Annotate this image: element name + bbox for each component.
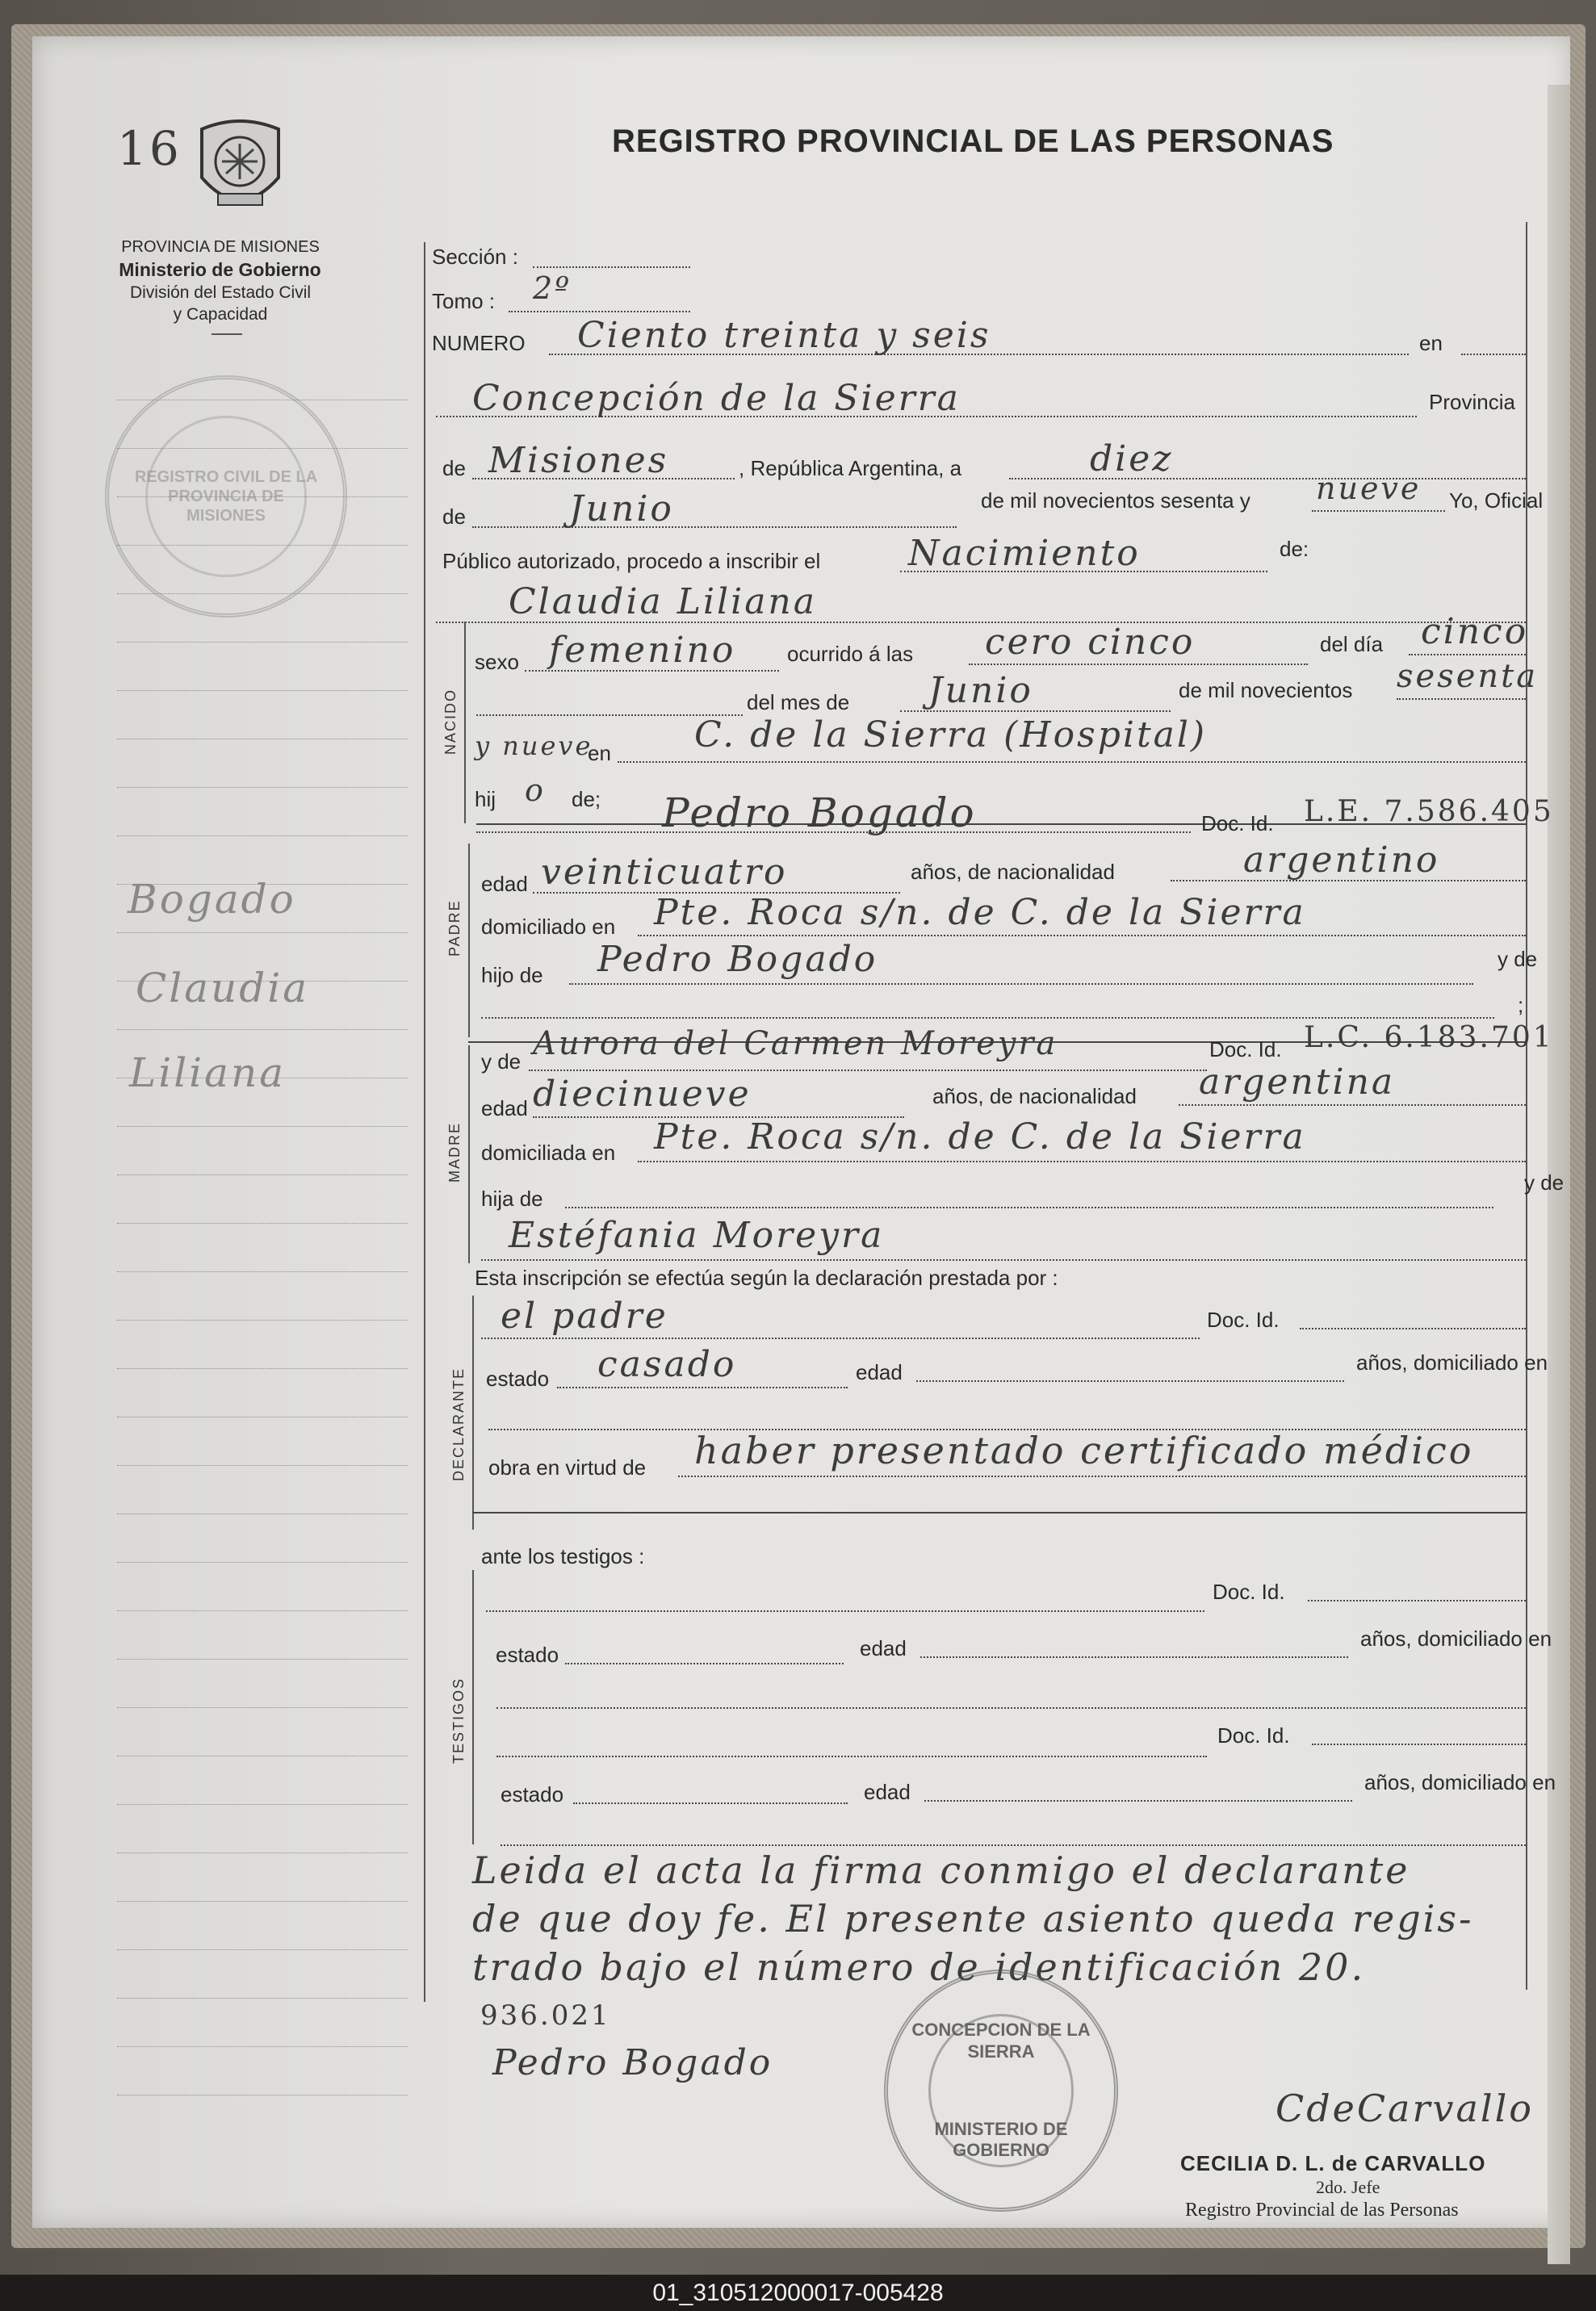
form-right-border (1526, 222, 1527, 1990)
label-ocurrido: ocurrido á las (787, 642, 914, 666)
closing-note-4: 936.021 (480, 1999, 611, 2032)
closing-note-1: Leida el acta la firma conmigo el declarante (472, 1848, 1410, 1892)
province-emblem-icon (194, 113, 287, 222)
side-label-declarante: DECLARANTE (450, 1367, 467, 1481)
value-madre-nombre: Aurora del Carmen Moreyra (533, 1025, 1058, 1062)
registry-stamp-left: REGISTRO CIVIL DE LA PROVINCIA DE MISIONES (105, 375, 347, 618)
label-nac-padre: años, de nacionalidad (911, 860, 1115, 884)
label-nac-madre: años, de nacionalidad (932, 1084, 1137, 1108)
value-dia: diez (1090, 438, 1174, 479)
officer-office: Registro Provincial de las Personas (1185, 2200, 1459, 2221)
value-madre-domicilio: Pte. Roca s/n. de C. de la Sierra (654, 1116, 1306, 1158)
value-sexo: femenino (549, 630, 736, 671)
label-doc-id-decl: Doc. Id. (1207, 1308, 1280, 1332)
value-madre-edad: diecinueve (533, 1074, 752, 1115)
label-y-de-madre: y de (481, 1049, 522, 1074)
value-nombre: Claudia Liliana (509, 581, 818, 622)
label-edad-madre: edad (481, 1096, 528, 1120)
label-numero: NUMERO (432, 331, 526, 355)
certificate-page (32, 36, 1570, 2228)
value-lugar-nac: C. de la Sierra (Hospital) (694, 714, 1208, 756)
value-hora: cero cinco (985, 622, 1196, 663)
value-dia-nac: cinco (1421, 611, 1529, 652)
label-y-de: y de (1498, 947, 1538, 971)
value-anio: nueve (1316, 471, 1422, 506)
label-en-nac: en (588, 741, 611, 765)
closing-note-3: trado bajo el número de identificación 20. (472, 1945, 1366, 1989)
side-second-name: Liliana (129, 1049, 286, 1096)
value-mes-nac: Junio (928, 670, 1033, 711)
label-inscripcion: Esta inscripción se efectúa según la declaración prestada por : (475, 1266, 1058, 1290)
label-de-2: de (442, 504, 466, 529)
value-madre-madre: Estéfania Moreyra (509, 1215, 885, 1256)
header-division: División del Estado Civil (129, 283, 312, 302)
side-surname: Bogado (128, 876, 296, 923)
label-edad-decl: edad (856, 1360, 903, 1384)
form-left-border (424, 242, 425, 2002)
side-label-nacido: NACIDO (442, 688, 459, 755)
label-doc-id-madre: Doc. Id. (1209, 1037, 1282, 1061)
value-tomo: 2º (533, 270, 572, 306)
value-padre-padre: Pedro Bogado (597, 939, 878, 980)
value-lugar: Concepción de la Sierra (472, 378, 961, 419)
label-mil-novecientos: de mil novecientos sesenta y (981, 488, 1250, 513)
label-provincia: Provincia (1429, 390, 1515, 414)
value-hijo-suffix: o (525, 772, 546, 808)
side-label-testigos: TESTIGOS (450, 1677, 467, 1764)
stamp-bottom-text: MINISTERIO DE GOBIERNO (934, 2119, 1068, 2161)
label-doc-id-t1: Doc. Id. (1213, 1580, 1285, 1604)
label-y-de-2: y de (1524, 1170, 1565, 1195)
label-hij: hij (475, 787, 496, 811)
label-del-dia: del día (1320, 632, 1384, 656)
label-del-mes: del mes de (747, 690, 850, 714)
label-edad-t1: edad (860, 1636, 907, 1660)
officer-name: CECILIA D. L. de CARVALLO (1180, 2151, 1486, 2175)
value-padre-domicilio: Pte. Roca s/n. de C. de la Sierra (654, 892, 1306, 933)
officer-signature: CdeCarvallo (1276, 2087, 1535, 2130)
value-padre-doc: L.E. 7.586.405 (1304, 795, 1554, 828)
header-ministry: Ministerio de Gobierno (119, 259, 321, 280)
label-de-colon: de: (1280, 537, 1309, 561)
value-anio-nac: sesenta (1397, 658, 1539, 695)
label-anos-dom-decl: años, domiciliado en (1356, 1350, 1548, 1375)
label-de: de (442, 456, 466, 480)
declarant-signature: Pedro Bogado (492, 2042, 773, 2083)
label-de-semicolon: de; (572, 787, 601, 811)
label-hija-de: hija de (481, 1187, 543, 1211)
closing-note-2: de que doy fe. El presente asiento queda regis- (472, 1897, 1474, 1940)
label-republica: , República Argentina, a (739, 456, 962, 480)
header-province: PROVINCIA DE MISIONES (121, 238, 320, 256)
label-edad-padre: edad (481, 872, 528, 896)
label-semicolon: ; (1518, 993, 1524, 1017)
label-doc-id-padre: Doc. Id. (1201, 811, 1274, 835)
label-en: en (1419, 331, 1443, 355)
page-number: 16 (117, 121, 182, 176)
label-estado-t2: estado (501, 1782, 564, 1807)
value-padre-edad: veinticuatro (541, 852, 788, 893)
madre-border (468, 1045, 470, 1263)
padre-border (468, 844, 470, 1037)
label-dom-madre: domiciliada en (481, 1141, 616, 1165)
side-first-name: Claudia (136, 965, 310, 1011)
side-label-padre: PADRE (446, 899, 463, 957)
header-divider (212, 333, 242, 335)
label-publico: Público autorizado, procedo a inscribir el (442, 549, 821, 573)
label-tomo: Tomo : (432, 289, 496, 313)
value-anio-nac-2: y nueve (475, 731, 593, 761)
label-edad-t2: edad (864, 1780, 911, 1804)
testigos-border (472, 1570, 474, 1844)
value-madre-doc: L.C. 6.183.701 (1304, 1021, 1554, 1054)
label-dom-padre: domiciliado en (481, 915, 616, 939)
value-numero: Ciento treinta y seis (577, 315, 991, 356)
label-estado-t1: estado (496, 1643, 559, 1667)
label-seccion: Sección : (432, 245, 518, 269)
value-madre-nac: argentina (1199, 1061, 1396, 1103)
page-title: REGISTRO PROVINCIAL DE LAS PERSONAS (612, 124, 1334, 159)
label-mil-nov: de mil novecientos (1179, 678, 1353, 702)
value-obra: haber presentado certificado médico (694, 1429, 1474, 1472)
label-anos-dom-t1: años, domiciliado en (1360, 1626, 1552, 1651)
nacido-border (464, 622, 466, 823)
declarante-border (472, 1296, 474, 1530)
value-acto: Nacimiento (908, 533, 1141, 574)
value-mes: Junio (569, 488, 674, 530)
label-sexo: sexo (475, 650, 519, 674)
value-padre-nac: argentino (1243, 839, 1440, 881)
label-hijo-de: hijo de (481, 963, 543, 987)
image-caption: 01_310512000017-005428 (0, 2275, 1596, 2311)
official-stamp (884, 1970, 1118, 2212)
side-label-madre: MADRE (446, 1121, 463, 1183)
label-estado-decl: estado (486, 1367, 550, 1391)
header-capacity: y Capacidad (173, 305, 268, 324)
label-obra: obra en virtud de (488, 1455, 647, 1480)
officer-role: 2do. Jefe (1316, 2177, 1380, 2197)
value-declarante: el padre (501, 1296, 668, 1337)
label-doc-id-t2: Doc. Id. (1217, 1723, 1290, 1748)
label-yo-oficial: Yo, Oficial (1449, 488, 1544, 513)
label-ante-testigos: ante los testigos : (481, 1544, 645, 1568)
label-anos-dom-t2: años, domiciliado en (1364, 1770, 1556, 1794)
value-provincia: Misiones (488, 440, 669, 481)
value-decl-estado: casado (597, 1344, 737, 1385)
value-padre-nombre: Pedro Bogado (662, 789, 977, 836)
stamp-top-text: CONCEPCION DE LA SIERRA (911, 2020, 1091, 2062)
